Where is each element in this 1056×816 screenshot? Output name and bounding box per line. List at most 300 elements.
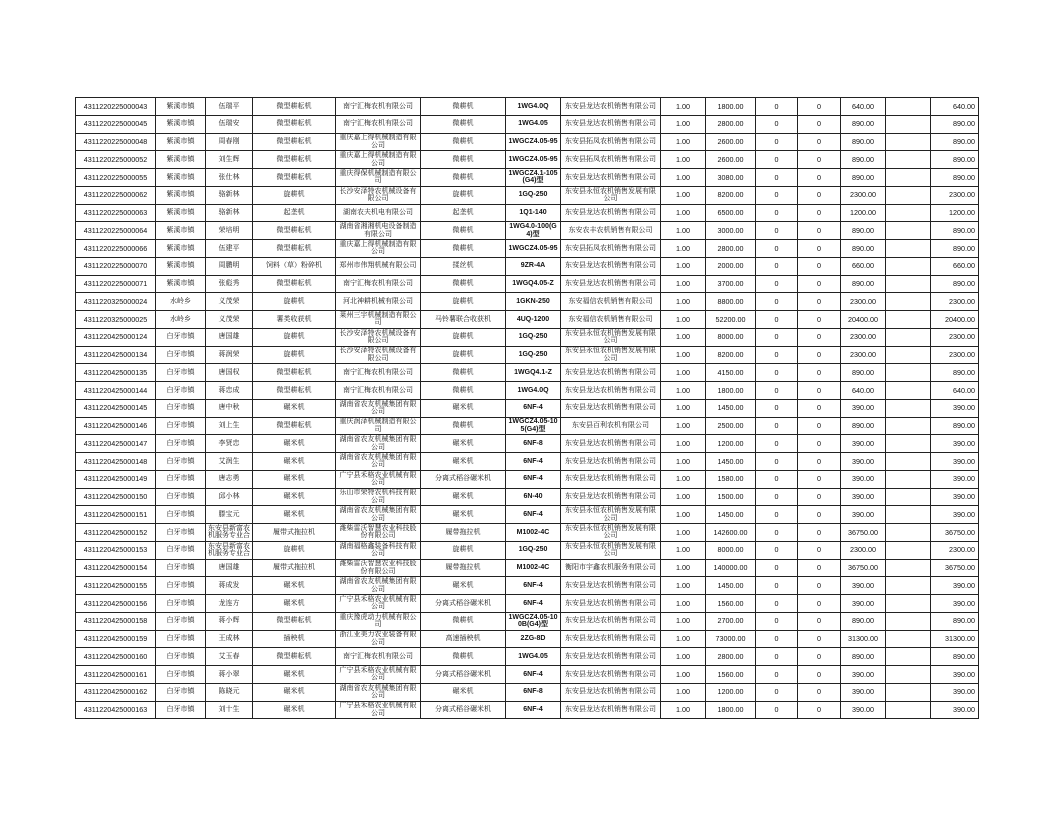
- cell-manufacturer: 南宁汇梅农机有限公司: [335, 276, 420, 293]
- cell-price: 2000.00: [705, 258, 755, 275]
- cell-subsidy: 890.00: [840, 169, 885, 186]
- cell-product-category: 微耕机: [420, 648, 505, 665]
- cell-machine-type: 履带式拖拉机: [252, 560, 335, 577]
- cell-subsidy: 890.00: [840, 276, 885, 293]
- cell-blank: [885, 382, 930, 399]
- cell-blank: [885, 418, 930, 435]
- cell-price: 2800.00: [705, 240, 755, 257]
- cell-machine-type: 微型耕耘机: [252, 116, 335, 133]
- cell-buyer-name: 李贤忠: [205, 435, 252, 452]
- cell-buyer-name: 刘生辉: [205, 151, 252, 168]
- cell-buyer-name: 蒋成发: [205, 577, 252, 594]
- cell-machine-type: 碾米机: [252, 506, 335, 523]
- cell-blank: [885, 595, 930, 612]
- cell-dealer: 东安县拓凤农机销售有限公司: [560, 151, 660, 168]
- cell-quantity: 1.00: [660, 293, 705, 310]
- cell-buyer-name: 刘上生: [205, 418, 252, 435]
- table-row: [75, 399, 978, 417]
- cell-total-subsidy: 390.00: [930, 684, 978, 701]
- table-row: [75, 541, 978, 559]
- cell-quantity: 1.00: [660, 684, 705, 701]
- cell-value-a: 0: [755, 400, 797, 417]
- cell-town: 白牙市镇: [155, 666, 205, 683]
- cell-total-subsidy: 390.00: [930, 666, 978, 683]
- cell-blank: [885, 471, 930, 488]
- cell-value-b: 0: [797, 205, 840, 222]
- cell-total-subsidy: 1200.00: [930, 205, 978, 222]
- cell-product-category: 微耕机: [420, 222, 505, 239]
- cell-record-id: 4311220225000071: [75, 276, 155, 293]
- cell-record-id: 4311220425000162: [75, 684, 155, 701]
- cell-blank: [885, 400, 930, 417]
- cell-dealer: 东安县龙达农机销售有限公司: [560, 205, 660, 222]
- cell-subsidy: 640.00: [840, 98, 885, 115]
- cell-total-subsidy: 890.00: [930, 169, 978, 186]
- cell-town: 紫溪市镇: [155, 222, 205, 239]
- cell-subsidy: 36750.00: [840, 524, 885, 541]
- cell-value-b: 0: [797, 489, 840, 506]
- cell-value-b: 0: [797, 453, 840, 470]
- cell-quantity: 1.00: [660, 276, 705, 293]
- cell-dealer: 东安福信农机销售有限公司: [560, 311, 660, 328]
- cell-model: 6NF-8: [505, 435, 560, 452]
- cell-record-id: 4311220425000134: [75, 347, 155, 364]
- cell-quantity: 1.00: [660, 98, 705, 115]
- cell-dealer: 东安县龙达农机销售有限公司: [560, 666, 660, 683]
- cell-model: 6NF-4: [505, 471, 560, 488]
- cell-dealer: 东安县龙达农机销售有限公司: [560, 258, 660, 275]
- cell-model: 9ZR-4A: [505, 258, 560, 275]
- cell-subsidy: 890.00: [840, 364, 885, 381]
- cell-quantity: 1.00: [660, 347, 705, 364]
- cell-buyer-name: 刘十生: [205, 702, 252, 719]
- cell-buyer-name: 东安县新富农机服务专业合: [205, 542, 252, 559]
- cell-manufacturer: 潍柴雷沃智慧农业科技股份有限公司: [335, 524, 420, 541]
- cell-total-subsidy: 2300.00: [930, 293, 978, 310]
- cell-blank: [885, 293, 930, 310]
- cell-subsidy: 640.00: [840, 382, 885, 399]
- table-row: [75, 292, 978, 310]
- cell-value-a: 0: [755, 134, 797, 151]
- table-row: [75, 701, 978, 719]
- cell-model: 6NF-8: [505, 684, 560, 701]
- table-row: [75, 630, 978, 648]
- cell-total-subsidy: 390.00: [930, 453, 978, 470]
- cell-price: 6500.00: [705, 205, 755, 222]
- cell-value-b: 0: [797, 577, 840, 594]
- cell-dealer: 东安县永恒农机销售发展有限公司: [560, 347, 660, 364]
- cell-price: 8000.00: [705, 542, 755, 559]
- cell-record-id: 4311220425000135: [75, 364, 155, 381]
- cell-value-a: 0: [755, 205, 797, 222]
- cell-quantity: 1.00: [660, 134, 705, 151]
- cell-value-a: 0: [755, 329, 797, 346]
- cell-dealer: 东安县龙达农机销售有限公司: [560, 613, 660, 630]
- cell-product-category: 碾米机: [420, 684, 505, 701]
- cell-dealer: 东安县拓凤农机销售有限公司: [560, 134, 660, 151]
- cell-total-subsidy: 31300.00: [930, 631, 978, 648]
- cell-dealer: 东安县龙达农机销售有限公司: [560, 116, 660, 133]
- cell-product-category: 高速插秧机: [420, 631, 505, 648]
- cell-price: 1560.00: [705, 595, 755, 612]
- cell-total-subsidy: 36750.00: [930, 560, 978, 577]
- cell-product-category: 微耕机: [420, 116, 505, 133]
- table-row: [75, 328, 978, 346]
- cell-value-a: 0: [755, 382, 797, 399]
- cell-subsidy: 390.00: [840, 577, 885, 594]
- cell-quantity: 1.00: [660, 187, 705, 204]
- table-row: [75, 346, 978, 364]
- cell-value-b: 0: [797, 506, 840, 523]
- cell-price: 1200.00: [705, 684, 755, 701]
- cell-product-category: 微耕机: [420, 418, 505, 435]
- cell-buyer-name: 蒋小翠: [205, 666, 252, 683]
- cell-price: 8800.00: [705, 293, 755, 310]
- cell-buyer-name: 唐国权: [205, 364, 252, 381]
- cell-dealer: 东安县龙达农机销售有限公司: [560, 471, 660, 488]
- cell-value-b: 0: [797, 613, 840, 630]
- cell-town: 白牙市镇: [155, 364, 205, 381]
- cell-subsidy: 20400.00: [840, 311, 885, 328]
- cell-value-b: 0: [797, 382, 840, 399]
- cell-subsidy: 390.00: [840, 489, 885, 506]
- cell-price: 1800.00: [705, 702, 755, 719]
- table-row: [75, 275, 978, 293]
- cell-town: 白牙市镇: [155, 577, 205, 594]
- cell-machine-type: 旋耕机: [252, 542, 335, 559]
- cell-value-a: 0: [755, 151, 797, 168]
- cell-total-subsidy: 890.00: [930, 648, 978, 665]
- cell-manufacturer: 南宁汇梅农机有限公司: [335, 98, 420, 115]
- cell-value-b: 0: [797, 276, 840, 293]
- cell-product-category: 履带拖拉机: [420, 560, 505, 577]
- cell-dealer: 东安县龙达农机销售有限公司: [560, 489, 660, 506]
- cell-price: 1450.00: [705, 577, 755, 594]
- cell-quantity: 1.00: [660, 205, 705, 222]
- cell-record-id: 4311220425000156: [75, 595, 155, 612]
- cell-quantity: 1.00: [660, 116, 705, 133]
- cell-quantity: 1.00: [660, 382, 705, 399]
- cell-record-id: 4311220225000070: [75, 258, 155, 275]
- cell-quantity: 1.00: [660, 648, 705, 665]
- cell-manufacturer: 重庆豫虎动力机械有限公司: [335, 613, 420, 630]
- cell-quantity: 1.00: [660, 435, 705, 452]
- cell-buyer-name: 邱小林: [205, 489, 252, 506]
- cell-manufacturer: 湖南省农友机械集团有限公司: [335, 435, 420, 452]
- cell-record-id: 4311220225000062: [75, 187, 155, 204]
- cell-blank: [885, 453, 930, 470]
- cell-value-a: 0: [755, 258, 797, 275]
- cell-price: 1200.00: [705, 435, 755, 452]
- cell-model: 6NF-4: [505, 400, 560, 417]
- cell-model: 6NF-4: [505, 453, 560, 470]
- cell-dealer: 东安县龙达农机销售有限公司: [560, 400, 660, 417]
- cell-value-b: 0: [797, 116, 840, 133]
- cell-buyer-name: 陈晓元: [205, 684, 252, 701]
- cell-value-a: 0: [755, 684, 797, 701]
- cell-model: 1WGCZ4.1-105(G4)型: [505, 169, 560, 186]
- cell-machine-type: 微型耕耘机: [252, 222, 335, 239]
- cell-value-a: 0: [755, 489, 797, 506]
- cell-machine-type: 旋耕机: [252, 293, 335, 310]
- cell-buyer-name: 伍瑞安: [205, 116, 252, 133]
- cell-town: 紫溪市镇: [155, 169, 205, 186]
- cell-value-b: 0: [797, 222, 840, 239]
- cell-subsidy: 390.00: [840, 506, 885, 523]
- cell-machine-type: 微型耕耘机: [252, 151, 335, 168]
- cell-model: 1WG4.05: [505, 648, 560, 665]
- cell-town: 紫溪市镇: [155, 276, 205, 293]
- cell-machine-type: 微型耕耘机: [252, 169, 335, 186]
- cell-value-b: 0: [797, 151, 840, 168]
- cell-subsidy: 890.00: [840, 613, 885, 630]
- cell-machine-type: 碾米机: [252, 595, 335, 612]
- cell-model: 1WGCZ4.05-95: [505, 240, 560, 257]
- cell-subsidy: 36750.00: [840, 560, 885, 577]
- cell-total-subsidy: 890.00: [930, 364, 978, 381]
- cell-model: 1Q1-140: [505, 205, 560, 222]
- cell-product-category: 旋耕机: [420, 187, 505, 204]
- cell-value-b: 0: [797, 648, 840, 665]
- cell-blank: [885, 240, 930, 257]
- cell-manufacturer: 重庆嘉上得机械制造有限公司: [335, 240, 420, 257]
- cell-price: 52200.00: [705, 311, 755, 328]
- cell-town: 白牙市镇: [155, 631, 205, 648]
- cell-machine-type: 微型耕耘机: [252, 648, 335, 665]
- cell-dealer: 东安县永恒农机销售发展有限公司: [560, 187, 660, 204]
- cell-buyer-name: 张彪秀: [205, 276, 252, 293]
- cell-manufacturer: 重庆嘉上得机械制造有限公司: [335, 134, 420, 151]
- cell-manufacturer: 莱州三宇机械制造有限公司: [335, 311, 420, 328]
- cell-record-id: 4311220425000159: [75, 631, 155, 648]
- table-row: [75, 363, 978, 381]
- cell-buyer-name: 东安县新富农机服务专业合: [205, 524, 252, 541]
- table-row: [75, 523, 978, 541]
- cell-total-subsidy: 2300.00: [930, 187, 978, 204]
- cell-machine-type: 碾米机: [252, 471, 335, 488]
- cell-buyer-name: 唐国雄: [205, 560, 252, 577]
- cell-machine-type: 碾米机: [252, 577, 335, 594]
- cell-machine-type: 微型耕耘机: [252, 382, 335, 399]
- cell-dealer: 东安福信农机销售有限公司: [560, 293, 660, 310]
- cell-model: 1GQ-250: [505, 329, 560, 346]
- cell-manufacturer: 长沙安泽特农机械设备有限公司: [335, 187, 420, 204]
- cell-manufacturer: 湖南省农友机械集团有限公司: [335, 577, 420, 594]
- cell-value-b: 0: [797, 684, 840, 701]
- cell-product-category: 碾米机: [420, 489, 505, 506]
- cell-value-a: 0: [755, 577, 797, 594]
- cell-buyer-name: 周春刚: [205, 134, 252, 151]
- table-row: [75, 559, 978, 577]
- cell-model: 6NF-4: [505, 577, 560, 594]
- cell-record-id: 4311220425000160: [75, 648, 155, 665]
- cell-subsidy: 1200.00: [840, 205, 885, 222]
- cell-price: 4150.00: [705, 364, 755, 381]
- cell-manufacturer: 郑州市伟翔机械有限公司: [335, 258, 420, 275]
- cell-machine-type: 旋耕机: [252, 347, 335, 364]
- cell-blank: [885, 613, 930, 630]
- cell-price: 8200.00: [705, 347, 755, 364]
- cell-buyer-name: 艾玉春: [205, 648, 252, 665]
- cell-dealer: 东安县龙达农机销售有限公司: [560, 631, 660, 648]
- cell-town: 紫溪市镇: [155, 134, 205, 151]
- cell-manufacturer: 潍柴雷沃智慧农业科技股份有限公司: [335, 560, 420, 577]
- cell-town: 紫溪市镇: [155, 240, 205, 257]
- cell-town: 水岭乡: [155, 293, 205, 310]
- cell-total-subsidy: 640.00: [930, 382, 978, 399]
- cell-record-id: 4311220425000152: [75, 524, 155, 541]
- cell-model: 6NF-4: [505, 506, 560, 523]
- cell-value-a: 0: [755, 702, 797, 719]
- cell-dealer: 东安农丰农机销售有限公司: [560, 222, 660, 239]
- cell-value-a: 0: [755, 542, 797, 559]
- cell-town: 白牙市镇: [155, 542, 205, 559]
- cell-blank: [885, 524, 930, 541]
- cell-price: 1800.00: [705, 382, 755, 399]
- cell-dealer: 东安县龙达农机销售有限公司: [560, 435, 660, 452]
- table-row: [75, 488, 978, 506]
- cell-value-a: 0: [755, 276, 797, 293]
- cell-blank: [885, 311, 930, 328]
- table-row: [75, 665, 978, 683]
- cell-value-b: 0: [797, 471, 840, 488]
- cell-model: M1002-4C: [505, 524, 560, 541]
- cell-blank: [885, 205, 930, 222]
- cell-manufacturer: 广宁县禾格农业机械有限公司: [335, 595, 420, 612]
- cell-quantity: 1.00: [660, 613, 705, 630]
- cell-price: 1800.00: [705, 98, 755, 115]
- cell-value-a: 0: [755, 364, 797, 381]
- cell-price: 3000.00: [705, 222, 755, 239]
- cell-value-b: 0: [797, 240, 840, 257]
- cell-value-b: 0: [797, 311, 840, 328]
- cell-price: 2700.00: [705, 613, 755, 630]
- cell-manufacturer: 湖南省农友机械集团有限公司: [335, 506, 420, 523]
- cell-subsidy: 2300.00: [840, 329, 885, 346]
- cell-blank: [885, 98, 930, 115]
- cell-price: 2500.00: [705, 418, 755, 435]
- cell-value-b: 0: [797, 702, 840, 719]
- cell-total-subsidy: 390.00: [930, 400, 978, 417]
- cell-machine-type: 饲料（草）粉碎机: [252, 258, 335, 275]
- cell-value-b: 0: [797, 435, 840, 452]
- cell-buyer-name: 唐中秋: [205, 400, 252, 417]
- cell-value-b: 0: [797, 666, 840, 683]
- subsidy-table: [75, 97, 979, 719]
- cell-blank: [885, 435, 930, 452]
- cell-product-category: 微耕机: [420, 169, 505, 186]
- cell-subsidy: 660.00: [840, 258, 885, 275]
- cell-town: 紫溪市镇: [155, 116, 205, 133]
- cell-buyer-name: 骆新林: [205, 205, 252, 222]
- cell-value-a: 0: [755, 347, 797, 364]
- cell-record-id: 4311220325000025: [75, 311, 155, 328]
- cell-blank: [885, 347, 930, 364]
- cell-model: 1WGCZ4.05-105(G4)型: [505, 418, 560, 435]
- cell-machine-type: 碾米机: [252, 400, 335, 417]
- cell-blank: [885, 506, 930, 523]
- cell-product-category: 碾米机: [420, 506, 505, 523]
- cell-value-b: 0: [797, 418, 840, 435]
- cell-manufacturer: 南宁汇梅农机有限公司: [335, 382, 420, 399]
- cell-dealer: 东安县永恒农机销售发展有限公司: [560, 524, 660, 541]
- cell-record-id: 4311220425000145: [75, 400, 155, 417]
- table-row: [75, 150, 978, 168]
- cell-quantity: 1.00: [660, 666, 705, 683]
- cell-blank: [885, 169, 930, 186]
- cell-manufacturer: 重庆得保机械制造有限公司: [335, 169, 420, 186]
- cell-value-b: 0: [797, 329, 840, 346]
- table-row: [75, 204, 978, 222]
- cell-buyer-name: 蒋忠成: [205, 382, 252, 399]
- cell-manufacturer: 广宁县禾格农业机械有限公司: [335, 666, 420, 683]
- cell-subsidy: 390.00: [840, 471, 885, 488]
- cell-total-subsidy: 390.00: [930, 595, 978, 612]
- cell-town: 水岭乡: [155, 311, 205, 328]
- cell-record-id: 4311220425000144: [75, 382, 155, 399]
- cell-town: 紫溪市镇: [155, 187, 205, 204]
- cell-quantity: 1.00: [660, 631, 705, 648]
- table-row: [75, 594, 978, 612]
- cell-manufacturer: 南宁汇梅农机有限公司: [335, 116, 420, 133]
- cell-quantity: 1.00: [660, 453, 705, 470]
- cell-value-b: 0: [797, 169, 840, 186]
- cell-dealer: 东安县龙达农机销售有限公司: [560, 98, 660, 115]
- table-row: [75, 186, 978, 204]
- cell-dealer: 东安县龙达农机销售有限公司: [560, 702, 660, 719]
- cell-buyer-name: 张仕林: [205, 169, 252, 186]
- cell-town: 白牙市镇: [155, 418, 205, 435]
- cell-product-category: 起垄机: [420, 205, 505, 222]
- cell-machine-type: 微型耕耘机: [252, 276, 335, 293]
- cell-quantity: 1.00: [660, 702, 705, 719]
- cell-product-category: 旋耕机: [420, 347, 505, 364]
- cell-manufacturer: 湖南省农友机械集团有限公司: [335, 684, 420, 701]
- cell-quantity: 1.00: [660, 258, 705, 275]
- cell-record-id: 4311220225000045: [75, 116, 155, 133]
- cell-record-id: 4311220225000055: [75, 169, 155, 186]
- table-row: [75, 168, 978, 186]
- cell-manufacturer: 河北神耕机械有限公司: [335, 293, 420, 310]
- cell-value-a: 0: [755, 116, 797, 133]
- cell-dealer: 东安县百利农机有限公司: [560, 418, 660, 435]
- cell-model: 1WG4.05: [505, 116, 560, 133]
- cell-manufacturer: 乐山市荣特农机科技有限公司: [335, 489, 420, 506]
- cell-blank: [885, 560, 930, 577]
- cell-machine-type: 旋耕机: [252, 329, 335, 346]
- cell-quantity: 1.00: [660, 577, 705, 594]
- cell-price: 8200.00: [705, 187, 755, 204]
- cell-value-b: 0: [797, 542, 840, 559]
- cell-total-subsidy: 390.00: [930, 506, 978, 523]
- cell-subsidy: 890.00: [840, 648, 885, 665]
- cell-product-category: 碾米机: [420, 400, 505, 417]
- cell-value-a: 0: [755, 98, 797, 115]
- cell-town: 白牙市镇: [155, 435, 205, 452]
- cell-town: 紫溪市镇: [155, 151, 205, 168]
- cell-subsidy: 890.00: [840, 222, 885, 239]
- cell-buyer-name: 荣培明: [205, 222, 252, 239]
- cell-total-subsidy: 390.00: [930, 577, 978, 594]
- cell-machine-type: 碾米机: [252, 435, 335, 452]
- cell-town: 白牙市镇: [155, 400, 205, 417]
- cell-dealer: 东安县龙达农机销售有限公司: [560, 684, 660, 701]
- cell-total-subsidy: 890.00: [930, 134, 978, 151]
- cell-town: 白牙市镇: [155, 329, 205, 346]
- cell-record-id: 4311220425000154: [75, 560, 155, 577]
- cell-machine-type: 履带式拖拉机: [252, 524, 335, 541]
- cell-dealer: 东安县龙达农机销售有限公司: [560, 595, 660, 612]
